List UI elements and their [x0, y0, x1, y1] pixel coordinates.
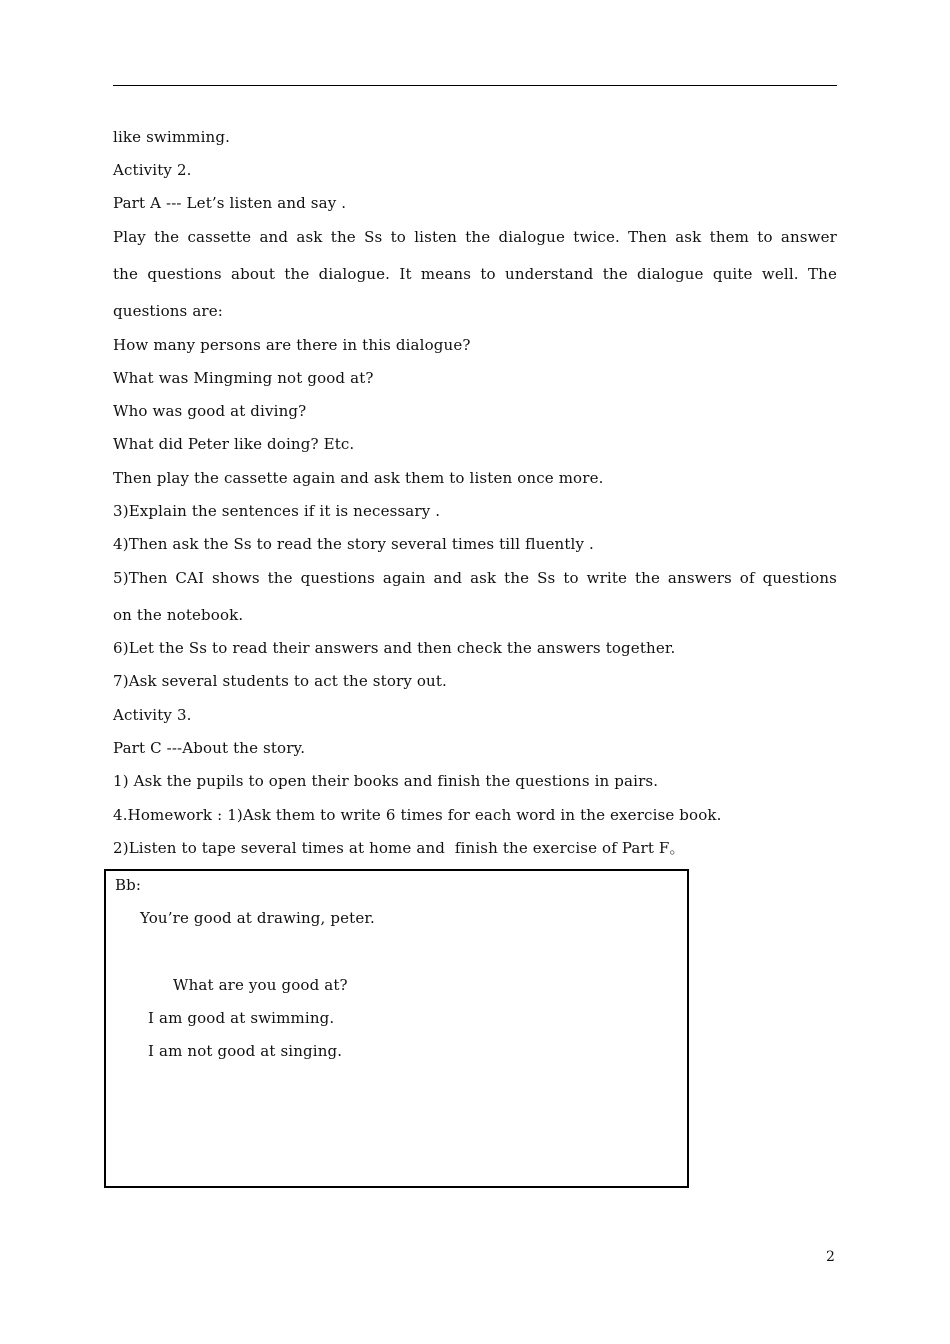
- text-line: like swimming.: [113, 128, 231, 146]
- step-line: 7)Ask several students to act the story out.: [113, 672, 447, 690]
- text-line: Play the cassette and ask the Ss to listen the dialogue twice. Then ask them to answer: [113, 228, 837, 246]
- step-line: 3)Explain the sentences if it is necessary .: [113, 502, 441, 520]
- page-number: 2: [826, 1249, 835, 1265]
- homework-line: 4.Homework : 1)Ask them to write 6 times for each word in the exercise book.: [113, 806, 722, 824]
- text-line: the questions about the dialogue. It means to understand the dialogue quite well. The: [113, 265, 837, 283]
- activity-heading: Activity 3.: [113, 706, 192, 724]
- blackboard-line: You’re good at drawing, peter.: [140, 909, 375, 927]
- question-line: What was Mingming not good at?: [113, 369, 374, 387]
- activity-heading: Activity 2.: [113, 161, 192, 179]
- blackboard-label: Bb:: [115, 876, 142, 894]
- step-line: 5)Then CAI shows the questions again and ask the Ss to write the answers of questions: [113, 569, 837, 587]
- text-line: Then play the cassette again and ask them to listen once more.: [113, 469, 604, 487]
- blackboard-line: What are you good at?: [173, 976, 348, 994]
- part-heading: Part C ---About the story.: [113, 739, 306, 757]
- blackboard-box: [104, 869, 689, 1188]
- blackboard-line: I am good at swimming.: [148, 1009, 335, 1027]
- text-line: questions are:: [113, 302, 223, 320]
- step-line: 4)Then ask the Ss to read the story several times till fluently .: [113, 535, 594, 553]
- homework-line: 2)Listen to tape several times at home and finish the exercise of Part F。: [113, 839, 685, 857]
- blackboard-line: I am not good at singing.: [148, 1042, 343, 1060]
- question-line: How many persons are there in this dialogue?: [113, 336, 471, 354]
- header-rule: [113, 85, 837, 86]
- question-line: Who was good at diving?: [113, 402, 307, 420]
- question-line: What did Peter like doing? Etc.: [113, 435, 355, 453]
- step-line: 1) Ask the pupils to open their books and finish the questions in pairs.: [113, 772, 659, 790]
- text-line: on the notebook.: [113, 606, 244, 624]
- step-line: 6)Let the Ss to read their answers and then check the answers together.: [113, 639, 676, 657]
- part-heading: Part A --- Let’s listen and say .: [113, 194, 347, 212]
